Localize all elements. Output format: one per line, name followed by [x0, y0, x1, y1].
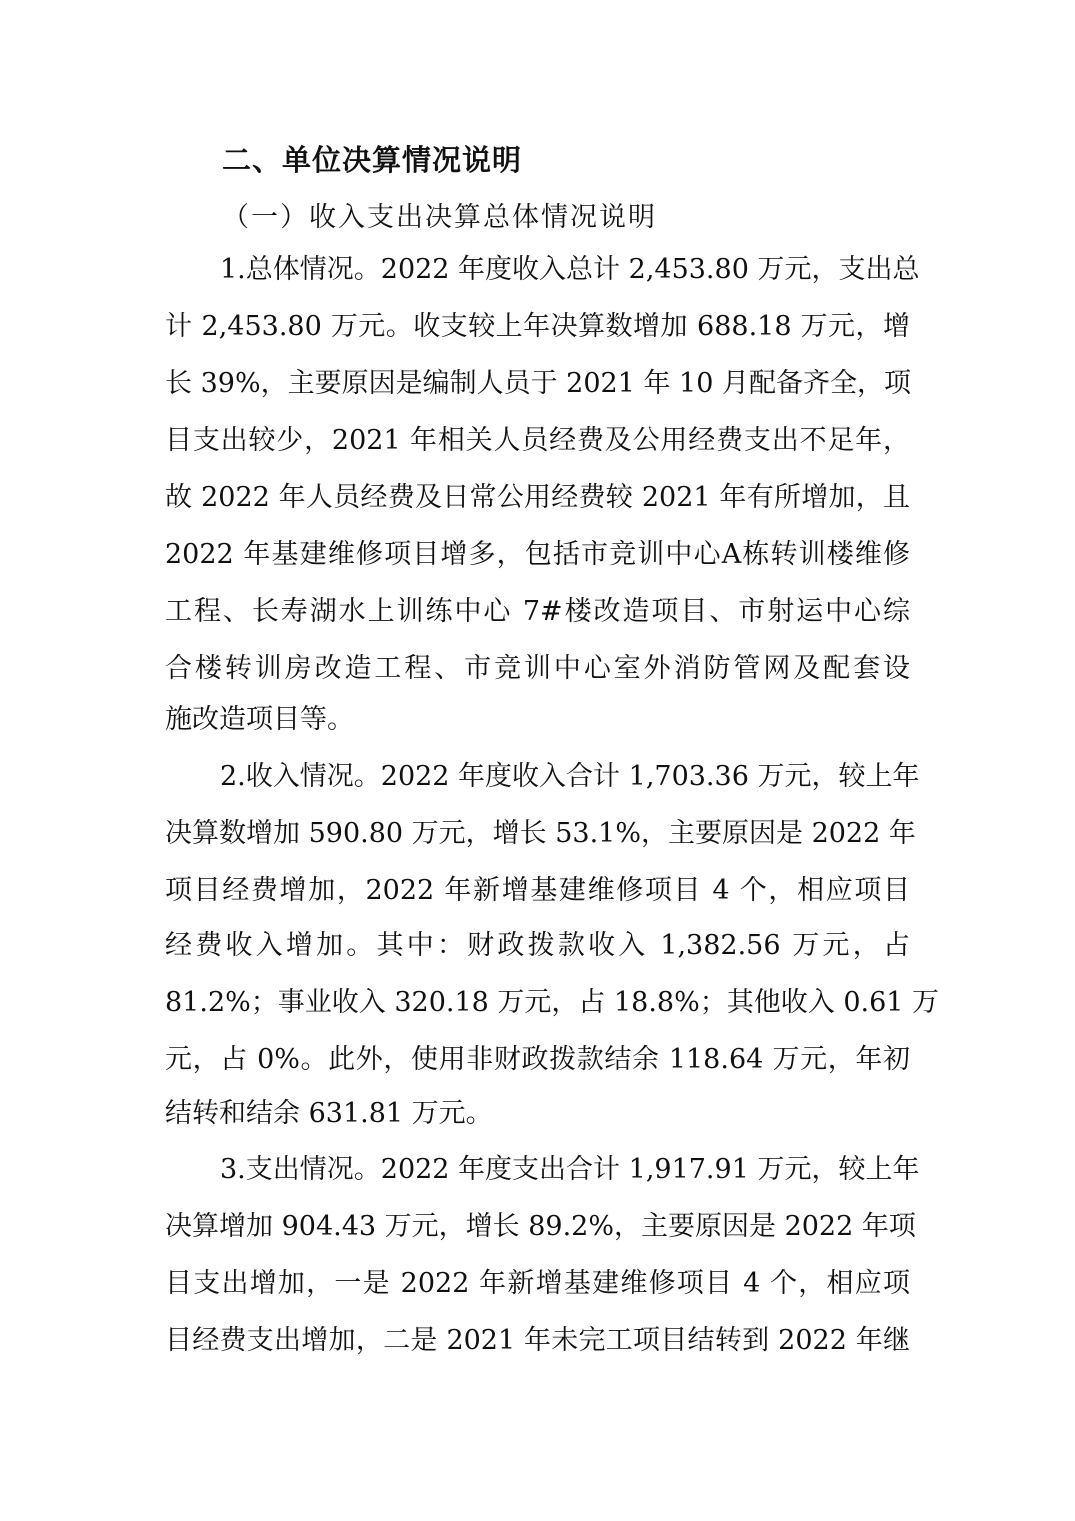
paragraph-line: 工程、长寿湖水上训练中心 7#楼改造项目、市射运中心综 — [165, 596, 910, 627]
paragraph-line: 决算增加 904.43 万元，增长 89.2%，主要原因是 2022 年项 — [165, 1211, 916, 1242]
paragraph-line: 1.总体情况。2022 年度收入总计 2,453.80 万元，支出总 — [220, 254, 920, 285]
paragraph-line: 故 2022 年人员经费及日常公用经费较 2021 年有所增加，且 — [165, 482, 910, 513]
paragraph-line: 目支出较少，2021 年相关人员经费及公用经费支出不足年， — [165, 425, 910, 456]
paragraph-line: 2.收入情况。2022 年度收入合计 1,703.36 万元，较上年 — [220, 761, 920, 792]
paragraph-line: 施改造项目等。 — [165, 704, 354, 735]
paragraph-line: 合楼转训房改造工程、市竞训中心室外消防管网及配套设 — [165, 653, 910, 684]
paragraph-line: 81.2%；事业收入 320.18 万元，占 18.8%；其他收入 0.61 万 — [165, 987, 940, 1018]
subsection-heading: （一）收入支出决算总体情况说明 — [222, 202, 657, 233]
paragraph-line: 3.支出情况。2022 年度支出合计 1,917.91 万元，较上年 — [220, 1154, 920, 1185]
paragraph-line: 经费收入增加。其中：财政拨款收入 1,382.56 万元，占 — [165, 930, 910, 961]
paragraph-line: 决算数增加 590.80 万元，增长 53.1%，主要原因是 2022 年 — [165, 818, 916, 849]
paragraph-line: 计 2,453.80 万元。收支较上年决算数增加 688.18 万元，增 — [165, 311, 910, 342]
section-heading: 二、单位决算情况说明 — [222, 143, 523, 177]
paragraph-line: 结转和结余 631.81 万元。 — [165, 1098, 493, 1129]
paragraph-line: 长 39%，主要原因是编制人员于 2021 年 10 月配备齐全，项 — [165, 368, 911, 399]
paragraph-line: 2022 年基建维修项目增多，包括市竞训中心A栋转训楼维修 — [165, 539, 910, 570]
paragraph-line: 项目经费增加，2022 年新增基建维修项目 4 个，相应项目 — [165, 875, 910, 906]
paragraph-line: 元，占 0%。此外，使用非财政拨款结余 118.64 万元，年初 — [165, 1044, 910, 1075]
paragraph-line: 目支出增加，一是 2022 年新增基建维修项目 4 个，相应项 — [165, 1268, 910, 1299]
paragraph-line: 目经费支出增加，二是 2021 年未完工项目结转到 2022 年继 — [165, 1325, 910, 1356]
